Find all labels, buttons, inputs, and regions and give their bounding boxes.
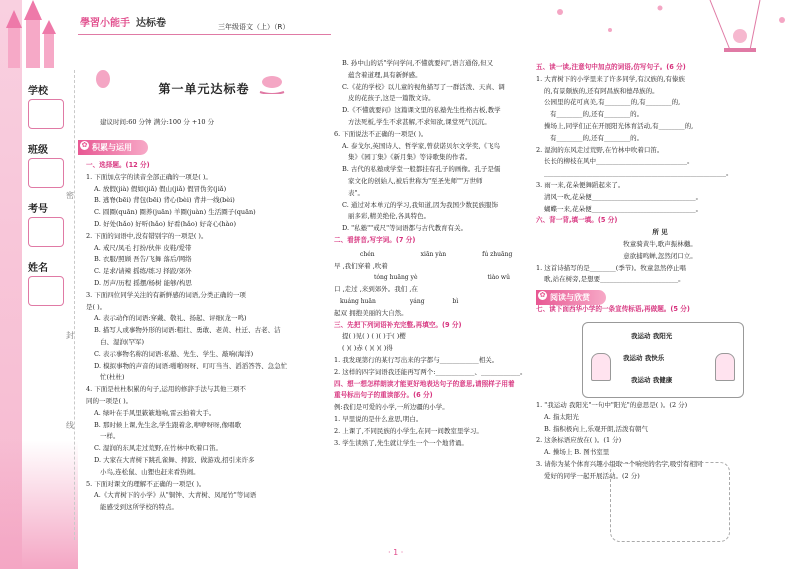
q7-1-b: B. 指积极向上,乐观开朗,活泼有朝气 bbox=[544, 424, 649, 433]
child-figure-icon bbox=[591, 353, 611, 381]
q6-heading: 六、背一背,填一填。(5 分) bbox=[536, 216, 618, 225]
q1-1: 1. 下面加点字的读音全部正确的一项是( )。 bbox=[86, 172, 212, 181]
q5-2: 2. 湿润的东风走过荒野,在竹林中吹着口笛。 bbox=[536, 145, 664, 154]
name-field[interactable] bbox=[28, 276, 64, 306]
q1-2: 2. 下面的词语中,没有错别字的一项是( )。 bbox=[86, 231, 208, 240]
q1-5-d: D.《不懂就要问》这篇课文里的私塾先生性格古板,教学 bbox=[342, 106, 501, 115]
q4-3: 3. 学生读熟了,先生就让学生一个一个地背诵。 bbox=[334, 438, 468, 447]
castle-icon bbox=[2, 0, 62, 68]
q5-1-fill-a: 公园里的花可真美,有________的,有________的, bbox=[544, 98, 681, 107]
pinyin-row-3-line: 起双 拥抱美丽的大自然。 bbox=[334, 308, 408, 317]
exam-title: 第一单元达标卷 bbox=[158, 82, 250, 96]
child-figure-icon bbox=[715, 353, 735, 381]
cut-char-mi: 密 bbox=[66, 191, 74, 200]
q1-4-b: B. 那时候上课,先生念,学生跟着念,咿咿呀呀,像唱歌 bbox=[94, 420, 242, 429]
q3-heading: 三、先把下列词语补充完整,再填空。(9 分) bbox=[334, 320, 462, 329]
pinyin-row-1 bbox=[334, 249, 529, 273]
pinyin-row-3 bbox=[334, 296, 529, 320]
q4-example: 例:我们是可爱的小学,一所边疆的小学。 bbox=[334, 403, 449, 412]
q4-heading: 四、想一想怎样朗读才能更好地表达句子的意思,请照样子用着 bbox=[334, 379, 515, 388]
q1-2-b: B. 衣服/照顾 吾告/飞舞 落后/网络 bbox=[94, 255, 192, 264]
q1-3-d-cont: 忙(杜杜) bbox=[100, 373, 125, 382]
q1-4-d: D. 大家在大青树下跳孔雀舞、摔跤、做游戏,招引来许多 bbox=[94, 455, 255, 464]
pinyin-chen: chén bbox=[360, 250, 375, 258]
q1-4-c: C. 湿润的东风走过荒野,在竹林中吹着口笛。 bbox=[94, 444, 222, 453]
q5-1-cont: 的,有景颇族的,还有阿昌族和德昂族的。 bbox=[544, 86, 659, 95]
poem-line-2: 意欲捕鸣蝉,忽然闭口立。 bbox=[623, 251, 697, 260]
pinyin-row-2-py bbox=[334, 272, 529, 284]
pinyin-row-2 bbox=[334, 272, 529, 296]
pinyin-tonghuangye: tóng huāng yè bbox=[374, 274, 418, 282]
q2-heading: 二、看拼音,写字词。(7 分) bbox=[334, 235, 416, 244]
column-3 bbox=[536, 62, 784, 286]
q1-5-a-cont: 能感受到这所学校的特点。 bbox=[100, 503, 178, 512]
q1-1-c: C. 圆圈(quān) 圈养(juān) 羊圈(juàn) 生活圈子(quān) bbox=[94, 208, 256, 217]
section-heading-1-text: 积累与运用 bbox=[92, 143, 132, 152]
pinyin-xianyan: xiān yàn bbox=[420, 250, 447, 258]
q7-1: 1. "我运动 我阳光"一句中"阳光"的意思是( )。(2 分) bbox=[536, 401, 688, 409]
q7-1-a: A. 指太阳光 bbox=[544, 412, 579, 421]
name-label: 姓名 bbox=[28, 263, 48, 274]
pinyin-row-2-line: 口 ,走过 ,来到郊外。我们 ,在 bbox=[334, 285, 418, 294]
q3-words-1: 提( )见( ) ( )( )于( )樱 bbox=[342, 332, 406, 341]
q7-2: 2. 这条标语应放在( )。(1 分) bbox=[536, 436, 622, 445]
q5-3-fill-b: 蝴蝶一来,花朵便________________________________。 bbox=[544, 204, 703, 213]
q1-6-d: D. "私塾""戒尺"等词语都与古代教育有关。 bbox=[342, 224, 468, 233]
q1-2-d: D. 厉声/历程 摇摆/杨树 能够/构思 bbox=[94, 278, 192, 287]
q7-3-cont: 爱好的同学一起开展活动。(2 分) bbox=[544, 471, 640, 480]
q1-4-b-cont: 一样。 bbox=[100, 432, 120, 441]
q5-1-fill-b-cont: 有________的,还有________的。 bbox=[550, 133, 644, 142]
logo-text: 學習小能手 bbox=[80, 18, 130, 29]
q1-3-d: D. 模拟事物的声音的词语:啪啪呀呀、叮叮当当、滔滔答答、急急忙 bbox=[94, 361, 288, 370]
q1-5-a: A.《大青树下的小学》从"铜钟、大青树、凤尾竹"等词语 bbox=[94, 491, 257, 500]
q7-heading: 七、读下面西华小学的一条宣传标语,再做题。(5 分) bbox=[536, 305, 690, 313]
q1-3-c: C. 表示事物名称的词语:私塾、先生、学生、敲响(海洋) bbox=[94, 349, 254, 358]
pinyin-yang: yáng bbox=[409, 297, 425, 305]
section-heading-2 bbox=[536, 290, 606, 305]
q1-6-b-cont: 家文化的创始人,被后世称为"至圣先师""万世师 bbox=[348, 176, 483, 185]
q5-1-fill-b: 操场上,同学们正在开展阳光体育活动,有________的, bbox=[544, 121, 694, 130]
q5-1-fill-a-cont: 有________的,还有________的。 bbox=[550, 110, 644, 119]
column-2 bbox=[334, 58, 529, 449]
cut-char-xian: 线 bbox=[66, 421, 74, 430]
q5-1: 1. 大青树下的小学里来了许多同学,有汉族的,有傣族 bbox=[536, 74, 685, 83]
q1-5-c-cont: 皮的花孩子,这是一篇散文诗。 bbox=[348, 94, 435, 103]
pinyin-fuzhuang: fú zhuāng bbox=[482, 250, 513, 258]
q1-1-b: B. 逃脊(bēi) 背包(bēi) 背心(bèi) 背井一线(bèi) bbox=[94, 196, 235, 205]
q1-1-d: D. 好处(hǎo) 好听(hǎo) 好看(hǎo) 好奇心(hào) bbox=[94, 219, 236, 228]
q5-3: 3. 雨一来,花朵便舞蹈起来了。 bbox=[536, 180, 625, 189]
q1-3-a: A. 表示动作的词语:穿戴、敬礼、扬起、评细(龙一鸣) bbox=[94, 314, 247, 323]
pinyin-row-3-py bbox=[334, 296, 529, 308]
class-label: 班级 bbox=[28, 145, 48, 156]
q1-2-c: C. 足求/请辣 摇练/练习 择跤/郊外 bbox=[94, 267, 192, 276]
school-label: 学校 bbox=[28, 86, 48, 97]
q6-1: 1. 这首诗描写的是________(季节)。牧童忽然停止唱 bbox=[536, 263, 686, 272]
section-heading-1 bbox=[78, 140, 148, 155]
pinyin-row-3-text bbox=[334, 308, 529, 320]
exam-title-block bbox=[84, 80, 324, 97]
q1-6-c: C. 通过对本单元的学习,我知道,因为我国少数民族服饰 bbox=[342, 200, 499, 209]
q1-3-b: B. 描写人或事物外形的词语:粗壮、勇敢、老黄、杜迁、古老、洁 bbox=[94, 326, 281, 335]
swing-girl-decoration bbox=[520, 0, 800, 70]
column-1 bbox=[86, 160, 326, 514]
q4-2: 2. 上课了,不同民族的小学生,在同一间教室里学习。 bbox=[334, 426, 483, 435]
q1-1-a: A. 放假(jià) 假如(jiǎ) 假山(jiǎ) 假冒伪劣(jiǎ) bbox=[94, 184, 227, 193]
q1-heading: 一、选择题。(12 分) bbox=[86, 161, 150, 169]
q1-5: 5. 下面对课文的理解不正确的一项是( )。 bbox=[86, 479, 206, 488]
q5-2-fill: 长长的柳枝在风中____________________________。 bbox=[544, 157, 694, 166]
q1-5-d-cont: 方法死板,学生不求甚解,不求知欲,课堂死气沉沉。 bbox=[348, 117, 491, 126]
q1-5-c: C.《花的学校》以儿童的视角描写了一群活泼、天真、调 bbox=[342, 82, 505, 91]
cut-char-feng: 封 bbox=[66, 331, 74, 340]
q1-6-b-cont2: 表"。 bbox=[348, 188, 364, 197]
exam-number-field[interactable] bbox=[28, 217, 64, 247]
slogan-line-2: 我运动 我快乐 bbox=[623, 354, 665, 362]
q7-block bbox=[536, 304, 784, 316]
q1-4-a: A. 绿叶在手风里簌簌地响,雷云拍着大手。 bbox=[94, 408, 216, 417]
q1-6: 6. 下面说法不正确的一项是( )。 bbox=[334, 129, 428, 138]
q5-3-fill-a: 清风一吹,花朵便________________________________。 bbox=[544, 192, 703, 201]
q4-1: 1. 早里说的是什么意思,明白。 bbox=[334, 414, 423, 423]
q1-4: 4. 下面是杜杜积累的句子,运用的修辞手法与其他三项不 bbox=[86, 385, 246, 394]
page-number: · 1 · bbox=[388, 548, 404, 557]
pinyin-bi: bì bbox=[452, 297, 459, 305]
q1-5-b-cont: 蕴含着道理,具有新鲜感。 bbox=[348, 70, 422, 79]
q5-2-fill-cont: ________________________________________________________。 bbox=[544, 169, 733, 178]
q1-5-b: B. 孙中山的话"学问学问,不懂就要问",语言通俗,但又 bbox=[342, 59, 494, 67]
section-heading-2-text: 阅读与欣赏 bbox=[550, 293, 590, 302]
q4-heading-cont: 重号标出句子的重读部分。(6 分) bbox=[334, 391, 433, 400]
exam-number-label: 考号 bbox=[28, 204, 48, 215]
school-field[interactable] bbox=[28, 99, 64, 129]
grade-label: 三年级语文（上）（R） bbox=[218, 23, 290, 31]
q1-4-d-cont: 小鸟,连松鼠、山狸也赶来看热闹。 bbox=[100, 467, 200, 476]
student-info-panel bbox=[28, 82, 68, 318]
q1-3: 3. 下面四位同学关注的有新鲜感的词语,分类正确的一项 bbox=[86, 290, 246, 299]
logo-subtitle: 达标卷 bbox=[136, 18, 166, 29]
slogan-line-1: 我运动 我阳光 bbox=[631, 332, 673, 340]
q1-3-b-cont: 白、湿润(罕军) bbox=[100, 337, 145, 346]
q6-1-cont: 歌,站在树旁,是想要________________________。 bbox=[544, 275, 685, 284]
pinyin-kuanghuan: kuáng huān bbox=[340, 297, 376, 305]
q1-6-c-cont: 丽多彩,精美绝伦,各具特色。 bbox=[348, 212, 431, 221]
q5-heading: 五、读一读,注意句中加点的词语,仿写句子。(6 分) bbox=[536, 63, 686, 71]
pinyin-row-1-text bbox=[334, 261, 529, 273]
slogan-line-3: 我运动 我健康 bbox=[631, 376, 673, 384]
slogan-poster bbox=[582, 322, 744, 398]
q7-3: 3. 请你为某个体育兴趣小组取一个响亮的名字,吸引有相同 bbox=[536, 459, 703, 468]
q1-6-a-cont: 集》《园丁集》《新月集》等诗歌集的作者。 bbox=[348, 153, 472, 162]
poem-title: 所 见 bbox=[652, 228, 668, 237]
q7-2-options: A. 操场上 B. 图书室里 bbox=[544, 448, 610, 457]
section-marker-icon: ✿ bbox=[539, 291, 546, 299]
q1-6-a: A. 泰戈尔,英国诗人、哲学家,曾获诺贝尔文学奖,《飞鸟 bbox=[342, 141, 501, 150]
left-bottom-decoration bbox=[0, 440, 78, 569]
q1-6-b: B. 古代的私塾或学堂一般都挂有孔子的画像。孔子是儒 bbox=[342, 165, 501, 174]
binding-cut-line bbox=[74, 70, 75, 540]
q1-4-cont: 同的一项是( )。 bbox=[86, 396, 133, 405]
exam-info: 建议时间:60 分钟 满分:100 分 +10 分 bbox=[100, 118, 215, 126]
section-marker-icon: ✿ bbox=[81, 141, 88, 149]
class-field[interactable] bbox=[28, 158, 64, 188]
poem-line-1: 牧童骑黄牛,歌声振林樾。 bbox=[623, 239, 697, 248]
pinyin-row-2-text bbox=[334, 284, 529, 296]
q3-2: 2. 这样的四字词语我还能再写两个:____________、____________。 bbox=[334, 367, 527, 376]
answer-box[interactable] bbox=[610, 462, 730, 542]
header-rule bbox=[78, 34, 331, 35]
q1-3-cont: 是( )。 bbox=[86, 302, 107, 311]
pinyin-row-1-line: 早 ,我们穿着 ,吹着 bbox=[334, 261, 388, 270]
pinyin-row-1-py bbox=[334, 249, 529, 261]
q3-1: 1. 我发现第行的某行写出来的字都与____________相关。 bbox=[334, 355, 499, 364]
q1-2-a: A. 戒尺/凤毛 打扮/伙伴 皮鞋/爱带 bbox=[94, 243, 192, 252]
q3-words-2: ( )( )赤 ( )( )( )得 bbox=[342, 344, 393, 353]
header-logo bbox=[80, 14, 166, 29]
pinyin-tiaowu: tiào wǔ bbox=[487, 274, 510, 282]
